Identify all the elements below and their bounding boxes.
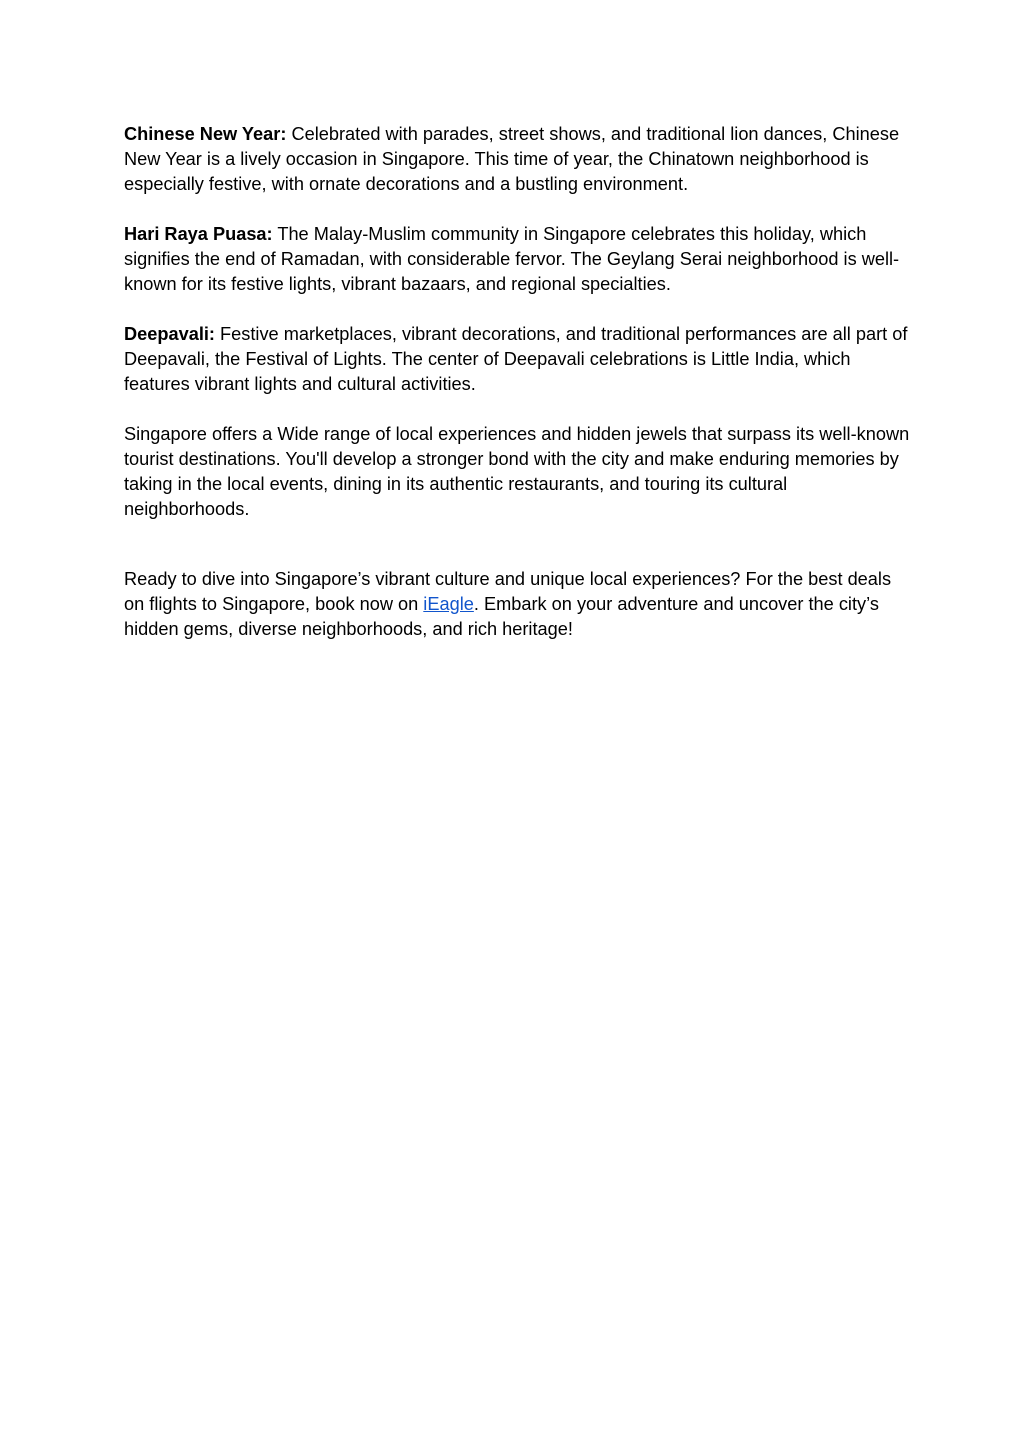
document-page [124, 122, 914, 667]
festival-term: Hari Raya Puasa: [124, 224, 273, 244]
cta-text-after: . Embark on your adventure and uncover the city’s hidden gems, diverse neighborhoods, and rich heritage! [124, 594, 879, 639]
festival-term: Deepavali: [124, 324, 215, 344]
festival-paragraph-hari-raya-puasa [124, 222, 914, 297]
festival-description: Festive marketplaces, vibrant decorations, and traditional performances are all part of Deepavali, the Festival of Lights. The center of Deepavali celebrations is Little India, which features vibrant lights and cultural activities. [124, 324, 908, 394]
festival-paragraph-chinese-new-year [124, 122, 914, 197]
festival-description: The Malay-Muslim community in Singapore celebrates this holiday, which signifies the end of Ramadan, with considerable fervor. The Geylang Serai neighborhood is well-known for its festive lights, vibrant bazaars, and regional specialties. [124, 224, 900, 294]
cta-text-before: Ready to dive into Singapore’s vibrant culture and unique local experiences? For the best deals on flights to Singapore, book now on [124, 569, 892, 614]
festival-description: Celebrated with parades, street shows, and traditional lion dances, Chinese New Year is a lively occasion in Singapore. This time of year, the Chinatown neighborhood is especially festive, with ornate decorations and a bustling environment. [124, 124, 900, 194]
summary-paragraph: Singapore offers a Wide range of local experiences and hidden jewels that surpass its well-known tourist destinations. You'll develop a stronger bond with the city and make enduring memories by taking in the local events, dining in its authentic restaurants, and touring its cultural neighborhoods. [124, 424, 910, 519]
ieagle-link[interactable]: iEagle [423, 594, 474, 614]
festival-term: Chinese New Year: [124, 124, 287, 144]
festival-paragraph-deepavali [124, 322, 914, 397]
call-to-action-paragraph [124, 567, 914, 642]
